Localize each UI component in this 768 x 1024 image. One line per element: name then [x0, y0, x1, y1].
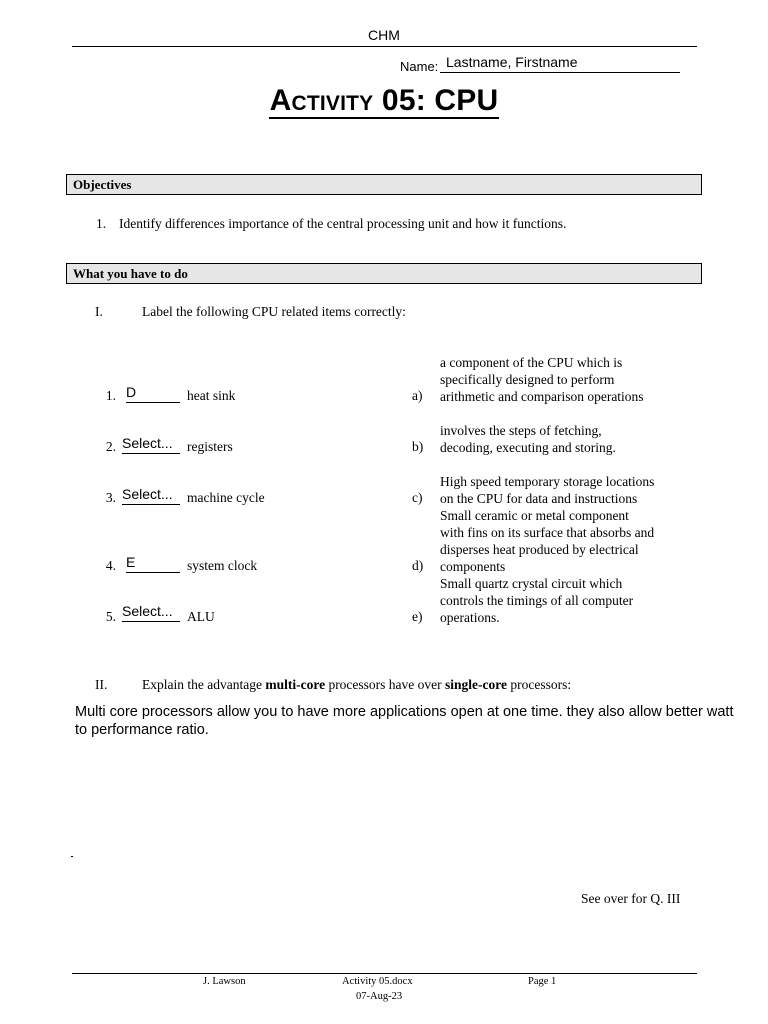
header-rule [72, 46, 697, 47]
name-field[interactable]: Lastname, Firstname [446, 54, 578, 70]
see-over-note: See over for Q. III [581, 891, 681, 906]
item-term: heat sink [187, 388, 236, 403]
item-number: 3. [105, 490, 116, 505]
item-term: system clock [187, 558, 258, 573]
item-term: ALU [187, 609, 215, 624]
footer-author: J. Lawson [203, 976, 246, 987]
definition-letter: e) [412, 609, 423, 624]
footer-page: Page 1 [528, 976, 557, 987]
item-number: 4. [105, 558, 116, 573]
item-number: 1. [105, 388, 116, 403]
footer-rule [72, 973, 697, 974]
part2-roman: II. [95, 677, 108, 692]
name-underline [440, 72, 680, 73]
item-term: registers [187, 439, 233, 454]
objective-number: 1. [96, 216, 107, 231]
answer-select[interactable]: E [126, 556, 180, 573]
footer-date: 07-Aug-23 [356, 991, 403, 1002]
part2-answer-field[interactable]: Multi core processors allow you to have more applications open at one time. they also allow better watt to performance ratio. [75, 704, 734, 738]
definition-letter: d) [412, 558, 424, 573]
objective-text: Identify differences importance of the central processing unit and how it functions. [119, 216, 567, 231]
answer-select[interactable]: Select... [122, 605, 180, 622]
definition-letter: a) [412, 388, 423, 403]
definition-text: a component of the CPU which is specifically designed to perform arithmetic and comparison operations [440, 355, 644, 404]
definition-text: involves the steps of fetching, decoding, executing and storing. [440, 423, 616, 455]
name-label: Name: [400, 59, 439, 74]
stray-dot [71, 856, 73, 857]
part2-question: Explain the advantage multi-core processors have over single-core processors: [142, 677, 572, 692]
item-number: 5. [105, 609, 116, 624]
objectives-heading: Objectives [66, 174, 702, 195]
definition-text: Small quartz crystal circuit which controls the timings of all computer operations. [440, 576, 634, 625]
definition-letter: b) [412, 439, 424, 454]
answer-select[interactable]: D [126, 386, 180, 403]
course-header: CHM [368, 27, 400, 43]
definition-letter: c) [412, 490, 423, 505]
page-title: Activity 05: CPU [269, 84, 499, 117]
item-number: 2. [105, 439, 116, 454]
todo-heading: What you have to do [66, 263, 702, 284]
answer-select[interactable]: Select... [122, 488, 180, 505]
footer-filename: Activity 05.docx [342, 976, 413, 987]
part1-roman: I. [95, 304, 103, 319]
answer-select[interactable]: Select... [122, 437, 180, 454]
definition-text: High speed temporary storage locations on the CPU for data and instructions [440, 474, 655, 506]
definition-text: Small ceramic or metal component with fins on its surface that absorbs and disperses heat produced by electrical components [440, 508, 655, 574]
item-term: machine cycle [187, 490, 265, 505]
part1-instruction: Label the following CPU related items correctly: [142, 304, 406, 319]
